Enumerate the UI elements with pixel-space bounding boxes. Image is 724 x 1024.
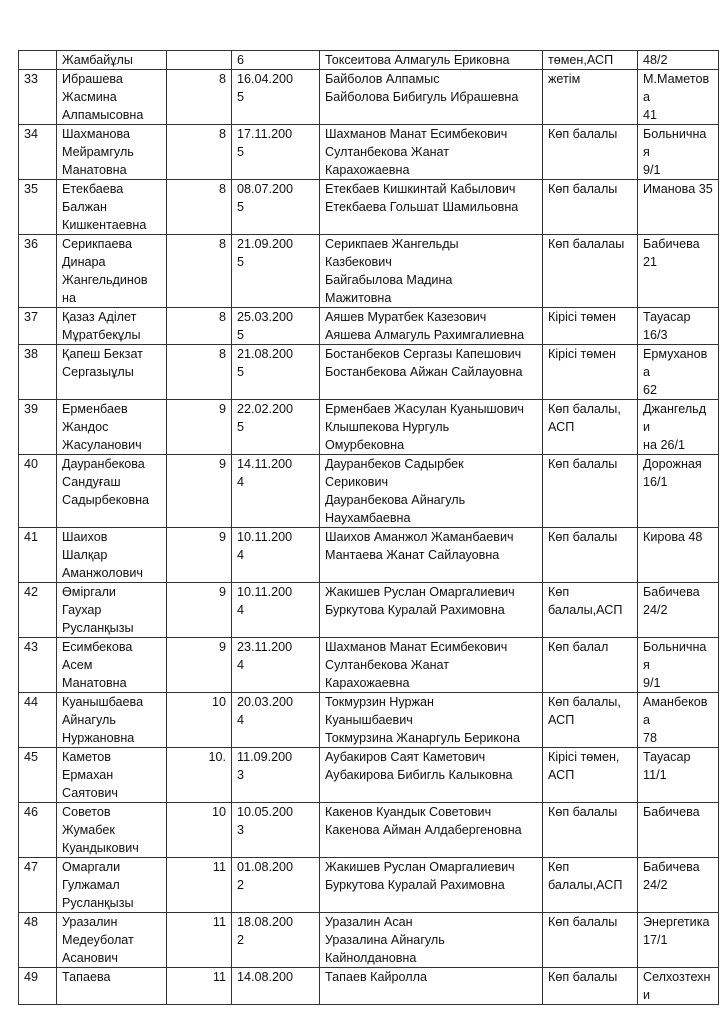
student-name-cell: Есимбекова Асем Манатовна <box>57 638 167 693</box>
birth-date-cell: 16.04.200 5 <box>232 70 320 125</box>
student-name-cell: Шаихов Шалқар Аманжолович <box>57 528 167 583</box>
table-row <box>19 70 719 125</box>
parents-cell: Жакишев Руслан Омаргалиевич Буркутова Куралай Рахимовна <box>320 858 543 913</box>
table-row <box>19 858 719 913</box>
row-number-cell: 41 <box>19 528 57 583</box>
parents-cell: Токсеитова Алмагуль Ериковна <box>320 51 543 70</box>
table-row <box>19 968 719 1005</box>
row-number-cell: 45 <box>19 748 57 803</box>
address-cell: Бабичева <box>638 803 719 858</box>
student-name-cell: Өміргали Гаухар Русланқызы <box>57 583 167 638</box>
address-cell: Тауасар 16/3 <box>638 308 719 345</box>
birth-date-cell: 14.08.200 <box>232 968 320 1005</box>
parents-cell: Серикпаев Жангельды Казбекович Байгабылова Мадина Мажитовна <box>320 235 543 308</box>
category-cell: Көп балалы <box>543 913 638 968</box>
row-number-cell: 36 <box>19 235 57 308</box>
grade-cell: 9 <box>167 638 232 693</box>
table-row <box>19 638 719 693</box>
parents-cell: Тапаев Кайролла <box>320 968 543 1005</box>
category-cell: Кірісі төмен <box>543 308 638 345</box>
category-cell: Көп балалы <box>543 455 638 528</box>
student-name-cell: Жамбайұлы <box>57 51 167 70</box>
grade-cell: 8 <box>167 235 232 308</box>
parents-cell: Шахманов Манат Есимбекович Султанбекова Жанат Карахожаевна <box>320 125 543 180</box>
grade-cell: 8 <box>167 345 232 400</box>
row-number-cell: 37 <box>19 308 57 345</box>
student-name-cell: Ибрашева Жасмина Алпамысовна <box>57 70 167 125</box>
table-row <box>19 748 719 803</box>
birth-date-cell: 14.11.200 4 <box>232 455 320 528</box>
grade-cell <box>167 51 232 70</box>
grade-cell: 9 <box>167 583 232 638</box>
parents-cell: Какенов Куандык Советович Какенова Айман Алдабергеновна <box>320 803 543 858</box>
category-cell: Кірісі төмен <box>543 345 638 400</box>
address-cell: Тауасар 11/1 <box>638 748 719 803</box>
student-name-cell: Советов Жумабек Куандыкович <box>57 803 167 858</box>
row-number-cell: 49 <box>19 968 57 1005</box>
category-cell: Кірісі төмен, АСП <box>543 748 638 803</box>
birth-date-cell: 08.07.200 5 <box>232 180 320 235</box>
grade-cell: 9 <box>167 400 232 455</box>
row-number-cell: 33 <box>19 70 57 125</box>
table-row <box>19 345 719 400</box>
table-row <box>19 125 719 180</box>
birth-date-cell: 20.03.200 4 <box>232 693 320 748</box>
birth-date-cell: 21.09.200 5 <box>232 235 320 308</box>
birth-date-cell: 6 <box>232 51 320 70</box>
parents-cell: Шаихов Аманжол Жаманбаевич Мантаева Жанат Сайлауовна <box>320 528 543 583</box>
address-cell: Больничная 9/1 <box>638 638 719 693</box>
table-row <box>19 583 719 638</box>
grade-cell: 8 <box>167 308 232 345</box>
grade-cell: 8 <box>167 125 232 180</box>
row-number-cell: 38 <box>19 345 57 400</box>
address-cell: Ермуханова 62 <box>638 345 719 400</box>
parents-cell: Дауранбеков Садырбек Серикович Дауранбекова Айнагуль Наухамбаевна <box>320 455 543 528</box>
parents-cell: Жакишев Руслан Омаргалиевич Буркутова Куралай Рахимовна <box>320 583 543 638</box>
student-name-cell: Шахманова Мейрамгуль Манатовна <box>57 125 167 180</box>
address-cell: Селхозтехни <box>638 968 719 1005</box>
category-cell: Көп балалы, АСП <box>543 400 638 455</box>
grade-cell: 11 <box>167 858 232 913</box>
student-name-cell: Қазаз Аділет Мұратбекұлы <box>57 308 167 345</box>
address-cell: Джангельди на 26/1 <box>638 400 719 455</box>
birth-date-cell: 10.11.200 4 <box>232 528 320 583</box>
row-number-cell: 47 <box>19 858 57 913</box>
table-row <box>19 803 719 858</box>
category-cell: Көп балалаы <box>543 235 638 308</box>
birth-date-cell: 21.08.200 5 <box>232 345 320 400</box>
category-cell: Көп балалы <box>543 968 638 1005</box>
category-cell: Көп балалы <box>543 528 638 583</box>
table-row <box>19 51 719 70</box>
parents-cell: Токмурзин Нуржан Куанышбаевич Токмурзина Жанаргуль Берикона <box>320 693 543 748</box>
student-name-cell: Серикпаева Динара Жангельдинов на <box>57 235 167 308</box>
row-number-cell <box>19 51 57 70</box>
birth-date-cell: 10.11.200 4 <box>232 583 320 638</box>
parents-cell: Байболов Алпамыс Байболова Бибигуль Ибрашевна <box>320 70 543 125</box>
student-name-cell: Ерменбаев Жандос Жасуланович <box>57 400 167 455</box>
student-name-cell: Уразалин Медеуболат Асанович <box>57 913 167 968</box>
address-cell: 48/2 <box>638 51 719 70</box>
table-row <box>19 693 719 748</box>
grade-cell: 9 <box>167 528 232 583</box>
category-cell: Көп балалы,АСП <box>543 583 638 638</box>
row-number-cell: 40 <box>19 455 57 528</box>
parents-cell: Бостанбеков Сергазы Капешович Бостанбекова Айжан Сайлауовна <box>320 345 543 400</box>
address-cell: Больничная 9/1 <box>638 125 719 180</box>
grade-cell: 11 <box>167 913 232 968</box>
table-row <box>19 180 719 235</box>
student-name-cell: Дауранбекова Сандуғаш Садырбековна <box>57 455 167 528</box>
address-cell: Кирова 48 <box>638 528 719 583</box>
students-table <box>18 50 719 1005</box>
parents-cell: Шахманов Манат Есимбекович Султанбекова Жанат Карахожаевна <box>320 638 543 693</box>
category-cell: Көп балалы <box>543 180 638 235</box>
row-number-cell: 42 <box>19 583 57 638</box>
category-cell: Көп балалы <box>543 803 638 858</box>
student-name-cell: Қапеш Бекзат Сергазыұлы <box>57 345 167 400</box>
birth-date-cell: 22.02.200 5 <box>232 400 320 455</box>
row-number-cell: 44 <box>19 693 57 748</box>
table-row <box>19 455 719 528</box>
address-cell: Аманбекова 78 <box>638 693 719 748</box>
row-number-cell: 46 <box>19 803 57 858</box>
student-name-cell: Етекбаева Балжан Кишкентаевна <box>57 180 167 235</box>
row-number-cell: 39 <box>19 400 57 455</box>
address-cell: Бабичева 24/2 <box>638 858 719 913</box>
address-cell: Иманова 35 <box>638 180 719 235</box>
grade-cell: 10 <box>167 803 232 858</box>
address-cell: Дорожная 16/1 <box>638 455 719 528</box>
address-cell: Бабичева 21 <box>638 235 719 308</box>
row-number-cell: 35 <box>19 180 57 235</box>
grade-cell: 10 <box>167 693 232 748</box>
grade-cell: 8 <box>167 180 232 235</box>
category-cell: төмен,АСП <box>543 51 638 70</box>
category-cell: Көп балалы,АСП <box>543 858 638 913</box>
table-body <box>19 51 719 1005</box>
row-number-cell: 34 <box>19 125 57 180</box>
row-number-cell: 43 <box>19 638 57 693</box>
address-cell: М.Маметова 41 <box>638 70 719 125</box>
address-cell: Бабичева 24/2 <box>638 583 719 638</box>
birth-date-cell: 10.05.200 3 <box>232 803 320 858</box>
student-name-cell: Куанышбаева Айнагуль Нуржановна <box>57 693 167 748</box>
address-cell: Энергетика 17/1 <box>638 913 719 968</box>
category-cell: Көп балал <box>543 638 638 693</box>
student-name-cell: Каметов Ермахан Саятович <box>57 748 167 803</box>
parents-cell: Аяшев Муратбек Казезович Аяшева Алмагуль Рахимгалиевна <box>320 308 543 345</box>
parents-cell: Ерменбаев Жасулан Куанышович Клышпекова Нургуль Омурбековна <box>320 400 543 455</box>
table-row <box>19 308 719 345</box>
parents-cell: Етекбаев Кишкинтай Кабылович Етекбаева Гольшат Шамильовна <box>320 180 543 235</box>
category-cell: жетім <box>543 70 638 125</box>
birth-date-cell: 11.09.200 3 <box>232 748 320 803</box>
grade-cell: 8 <box>167 70 232 125</box>
birth-date-cell: 01.08.200 2 <box>232 858 320 913</box>
birth-date-cell: 18.08.200 2 <box>232 913 320 968</box>
student-name-cell: Тапаева <box>57 968 167 1005</box>
table-row <box>19 913 719 968</box>
birth-date-cell: 17.11.200 5 <box>232 125 320 180</box>
table-row <box>19 400 719 455</box>
student-name-cell: Омаргали Гулжамал Русланқызы <box>57 858 167 913</box>
category-cell: Көп балалы, АСП <box>543 693 638 748</box>
parents-cell: Аубакиров Саят Каметович Аубакирова Бибигль Калыковна <box>320 748 543 803</box>
birth-date-cell: 25.03.200 5 <box>232 308 320 345</box>
birth-date-cell: 23.11.200 4 <box>232 638 320 693</box>
table-row <box>19 235 719 308</box>
grade-cell: 9 <box>167 455 232 528</box>
category-cell: Көп балалы <box>543 125 638 180</box>
grade-cell: 11 <box>167 968 232 1005</box>
table-row <box>19 528 719 583</box>
grade-cell: 10. <box>167 748 232 803</box>
row-number-cell: 48 <box>19 913 57 968</box>
parents-cell: Уразалин Асан Уразалина Айнагуль Кайнолдановна <box>320 913 543 968</box>
